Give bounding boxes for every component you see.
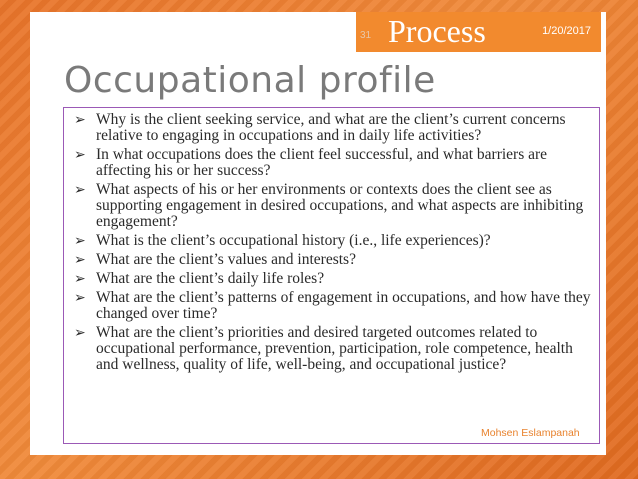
arrow-bullet-icon: ➢ [74,252,86,268]
arrow-bullet-icon: ➢ [74,182,86,198]
bullet-text: What are the client’s daily life roles? [96,270,325,287]
bullet-text: What is the client’s occupational history (i.e., life experiences)? [96,232,491,249]
bullet-item [72,147,591,179]
bullet-text: What are the client’s values and interests? [96,251,356,268]
arrow-bullet-icon: ➢ [74,233,86,249]
bullet-text: What are the client’s priorities and desired targeted outcomes related to occupational performance, prevention, participation, role competence, health and wellness, quality of life, well-being, and occupational justice? [96,324,573,373]
slide-number: 31 [360,30,372,41]
bullet-item [72,325,591,373]
bullet-item [72,112,591,144]
header-bar [356,12,601,52]
header-date: 1/20/2017 [542,25,591,37]
page-title: Occupational profile [64,60,436,101]
bullet-list [64,108,599,373]
header-title: Process [388,13,486,49]
bullet-item [72,252,591,268]
bullet-text: What aspects of his or her environments or contexts does the client see as supporting engagement in desired occupations, and what aspects are inhibiting engagement? [96,181,584,230]
bullet-item [72,290,591,322]
content-box [63,107,600,444]
bullet-item [72,271,591,287]
bullet-item [72,233,591,249]
author-footer: Mohsen Eslampanah [481,427,580,439]
arrow-bullet-icon: ➢ [74,147,86,163]
bullet-text: In what occupations does the client feel successful, and what barriers are affecting his or her success? [96,146,548,179]
arrow-bullet-icon: ➢ [74,290,86,306]
bullet-text: What are the client’s patterns of engagement in occupations, and how have they changed over time? [96,289,591,322]
bullet-text: Why is the client seeking service, and what are the client’s current concerns relative to engaging in occupations and in daily life activities? [96,111,566,144]
arrow-bullet-icon: ➢ [74,271,86,287]
arrow-bullet-icon: ➢ [74,112,86,128]
arrow-bullet-icon: ➢ [74,325,86,341]
slide [30,12,606,455]
bullet-item [72,182,591,230]
